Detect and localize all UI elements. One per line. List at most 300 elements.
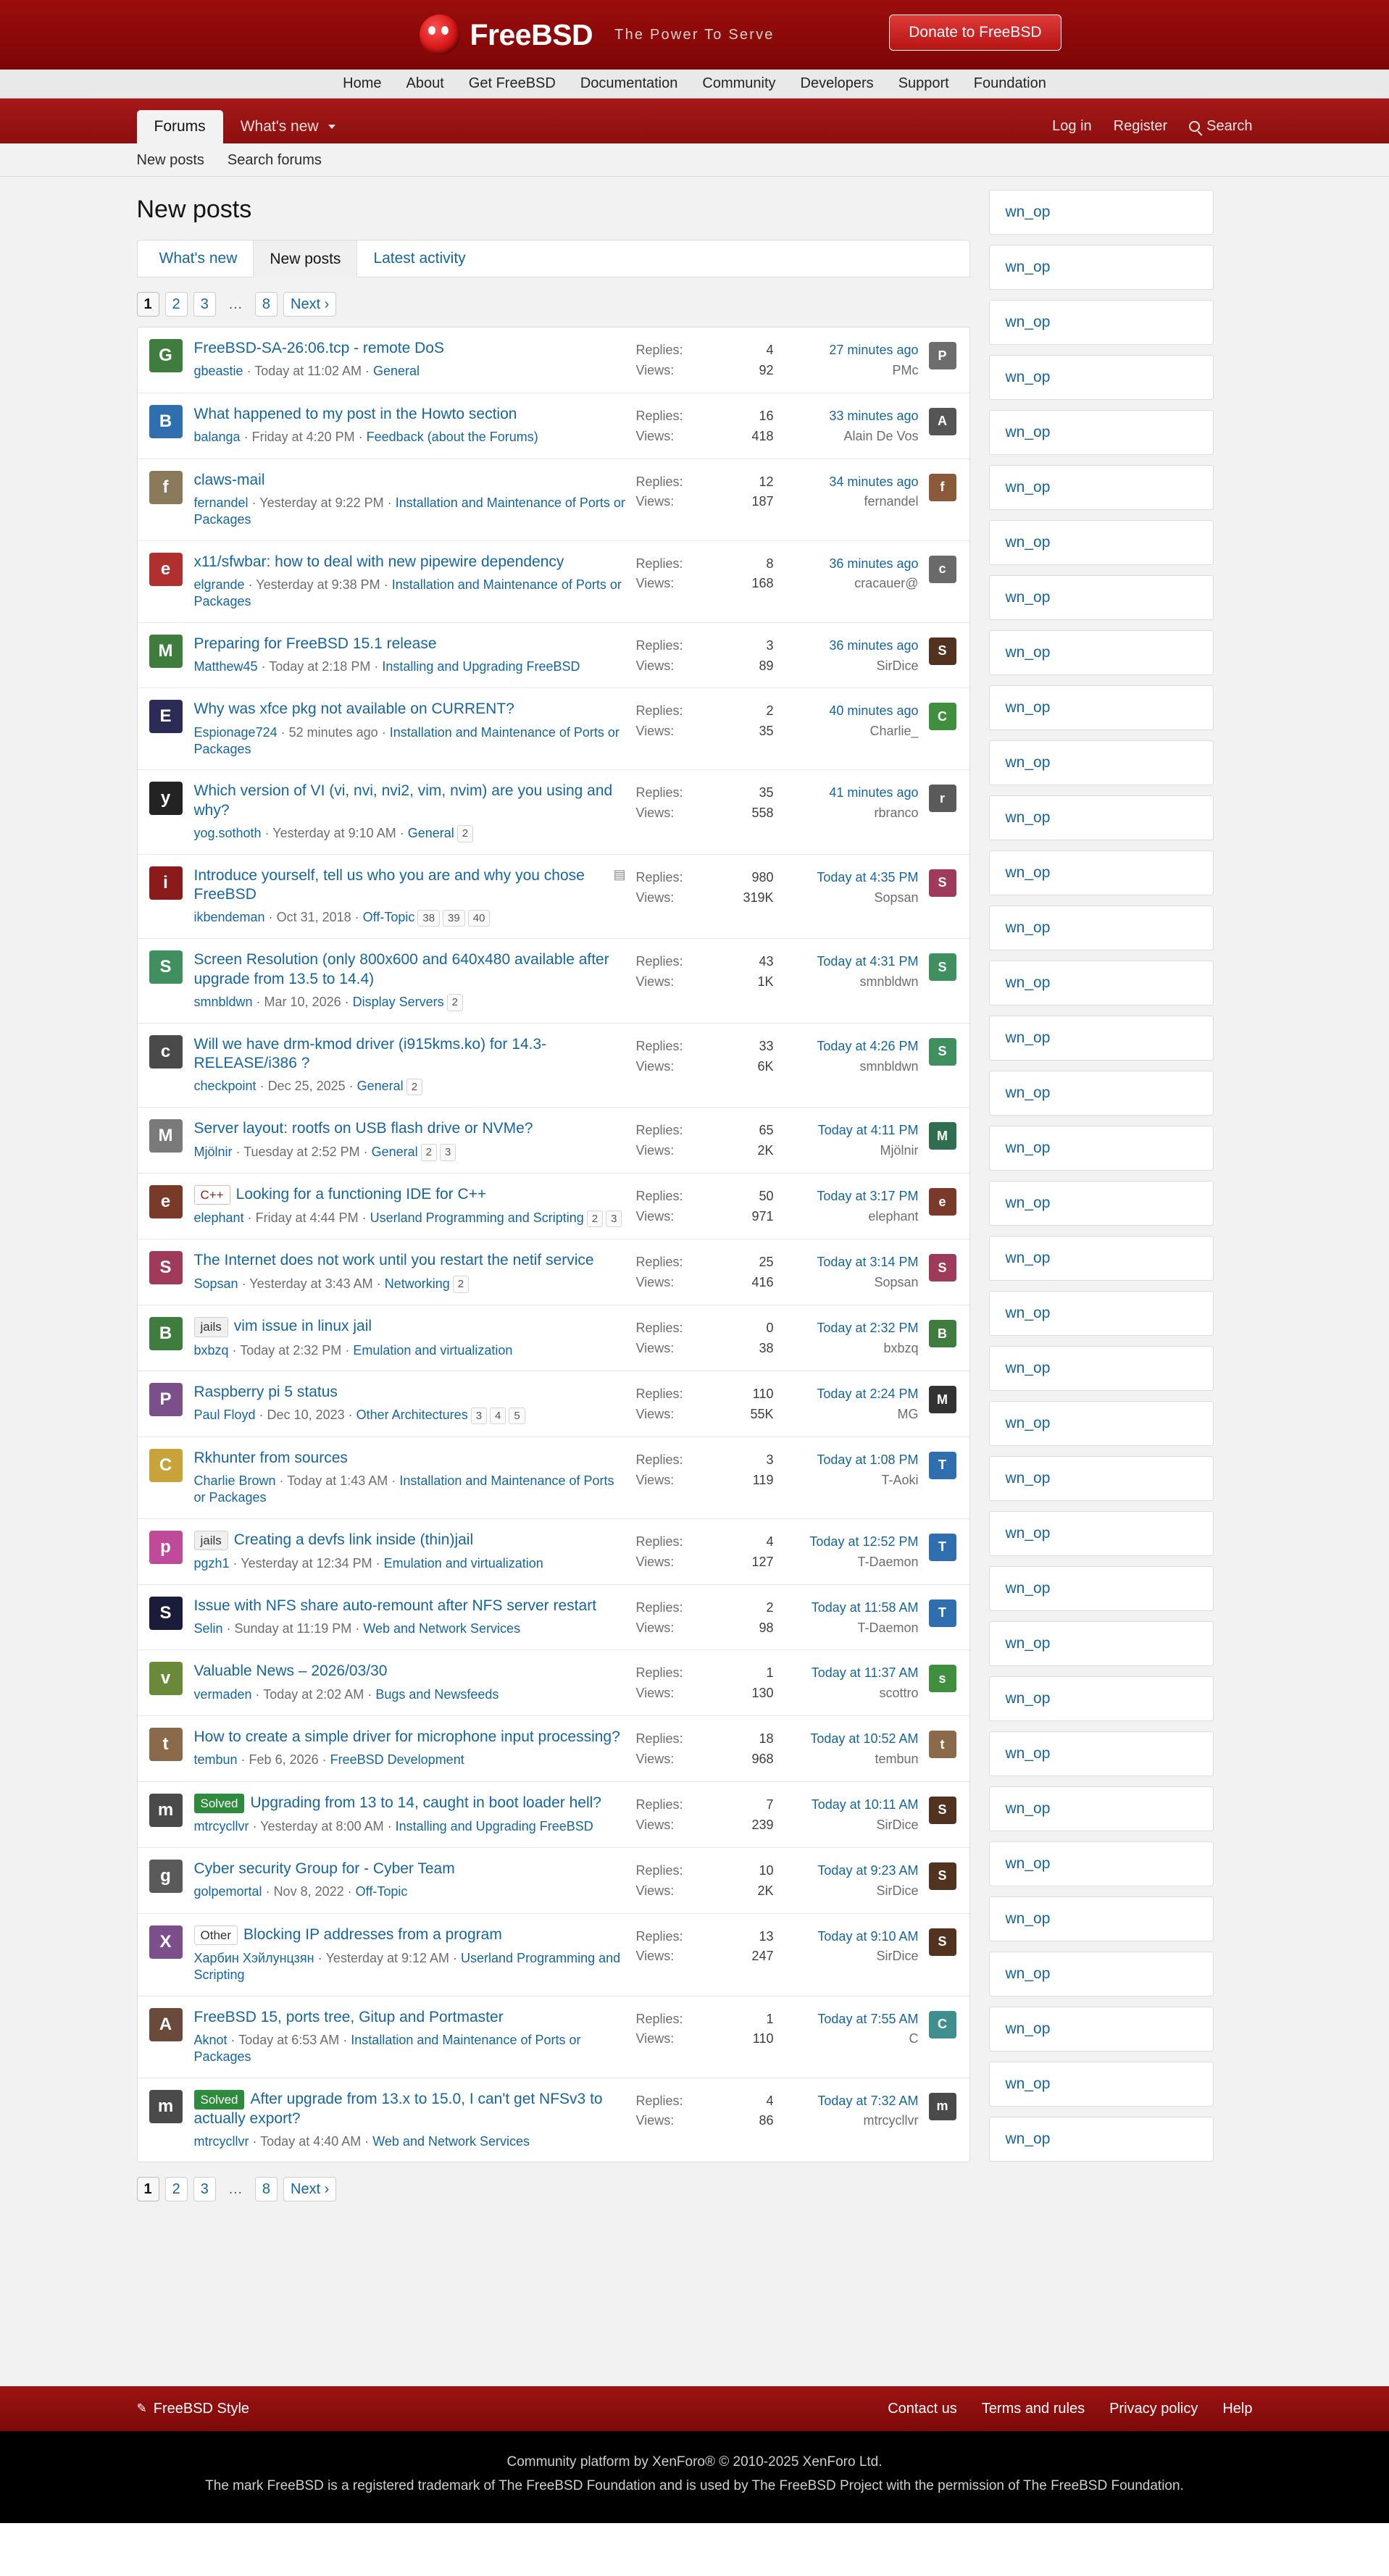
- pagination-page-8[interactable]: 8: [255, 2177, 278, 2201]
- thread-author[interactable]: Matthew45: [193, 658, 258, 674]
- thread-forum[interactable]: Installing and Upgrading FreeBSD: [382, 658, 580, 674]
- thread-title-link[interactable]: The Internet does not work until you restart the netif service: [193, 1252, 594, 1269]
- thread-row[interactable]: [138, 1782, 969, 1848]
- thread-title-link[interactable]: claws-mail: [193, 471, 265, 488]
- thread-tag[interactable]: Solved: [194, 1794, 245, 1813]
- last-post-date[interactable]: 36 minutes ago: [829, 637, 919, 653]
- last-post-user[interactable]: tembun: [875, 1752, 919, 1767]
- sidebar-widget[interactable]: wn_op: [989, 906, 1214, 950]
- last-post-date[interactable]: Today at 1:08 PM: [817, 1452, 919, 1467]
- sidebar-widget[interactable]: wn_op: [989, 410, 1214, 455]
- avatar[interactable]: m: [149, 1794, 183, 1827]
- thread-author[interactable]: balanga: [193, 430, 241, 445]
- last-post-date[interactable]: Today at 4:35 PM: [817, 869, 919, 885]
- avatar[interactable]: M: [149, 635, 183, 668]
- pagination-page-3[interactable]: 3: [193, 292, 216, 317]
- tab-whats-new[interactable]: [223, 110, 354, 143]
- thread-forum[interactable]: Installing and Upgrading FreeBSD: [395, 1819, 593, 1834]
- last-post-avatar[interactable]: C: [929, 703, 956, 730]
- avatar[interactable]: y: [149, 782, 183, 815]
- last-post-user[interactable]: MG: [897, 1406, 919, 1421]
- thread-forum[interactable]: Bugs and Newsfeeds: [375, 1686, 499, 1702]
- thread-forum[interactable]: Installation and Maintenance of Ports or Packages: [193, 1473, 614, 1505]
- thread-author[interactable]: pgzh1: [193, 1556, 230, 1571]
- thread-page-link[interactable]: 4: [490, 1408, 506, 1425]
- thread-author[interactable]: tembun: [193, 1752, 238, 1768]
- site-nav-item-home[interactable]: Home: [343, 75, 382, 91]
- thread-page-link[interactable]: 40: [468, 910, 491, 927]
- last-post-date[interactable]: 34 minutes ago: [829, 474, 919, 489]
- subnav-item-new-posts[interactable]: New posts: [136, 151, 204, 168]
- thread-row[interactable]: [138, 2078, 969, 2162]
- last-post-date[interactable]: 33 minutes ago: [829, 408, 919, 423]
- thread-title-link[interactable]: Screen Resolution (only 800x600 and 640x480 available after upgrade from 13.5 to 14.4): [193, 951, 609, 987]
- thread-author[interactable]: bxbzq: [193, 1342, 229, 1358]
- thread-title-link[interactable]: Upgrading from 13 to 14, caught in boot loader hell?: [250, 1794, 601, 1812]
- avatar[interactable]: B: [149, 405, 183, 438]
- thread-page-link[interactable]: 3: [440, 1144, 456, 1161]
- last-post-user[interactable]: rbranco: [874, 806, 919, 821]
- pagination-page-8[interactable]: 8: [255, 292, 278, 317]
- thread-row[interactable]: [138, 1585, 969, 1651]
- sidebar-widget[interactable]: wn_op: [989, 2007, 1214, 2052]
- thread-row[interactable]: [138, 1239, 969, 1305]
- sidebar-widget[interactable]: wn_op: [989, 685, 1214, 730]
- thread-title-link[interactable]: Raspberry pi 5 status: [193, 1384, 338, 1401]
- thread-last-post: [774, 2090, 919, 2132]
- register-link[interactable]: Register: [1113, 118, 1168, 134]
- sidebar-widget[interactable]: wn_op: [989, 1016, 1214, 1061]
- thread-forum[interactable]: Other Architectures: [356, 1408, 468, 1423]
- thread-page-link[interactable]: 2: [457, 825, 473, 842]
- last-post-avatar[interactable]: T: [929, 1534, 956, 1561]
- site-nav-item-community[interactable]: Community: [702, 75, 776, 91]
- thread-row[interactable]: [138, 623, 969, 689]
- last-post-user[interactable]: Sopsan: [874, 1275, 919, 1290]
- pagination-page-1[interactable]: 1: [137, 292, 159, 317]
- last-post-date[interactable]: Today at 11:37 AM: [811, 1665, 919, 1681]
- thread-tag[interactable]: Solved: [194, 2090, 245, 2109]
- sidebar-widget[interactable]: wn_op: [989, 795, 1214, 840]
- sidebar-widget[interactable]: wn_op: [989, 1126, 1214, 1171]
- footer-link-terms-and-rules[interactable]: Terms and rules: [981, 2400, 1085, 2417]
- thread-forum[interactable]: Web and Network Services: [363, 1621, 521, 1636]
- thread-author[interactable]: Paul Floyd: [193, 1408, 256, 1423]
- thread-author[interactable]: vermaden: [193, 1686, 252, 1702]
- thread-row[interactable]: [138, 1848, 969, 1914]
- last-post-user[interactable]: cracauer@: [854, 576, 919, 591]
- thread-title-link[interactable]: Which version of VI (vi, nvi, nvi2, vim, nvim) are you using and why?: [193, 782, 613, 819]
- last-post-avatar[interactable]: S: [929, 637, 956, 665]
- last-post-date[interactable]: Today at 12:52 PM: [809, 1534, 919, 1549]
- thread-row[interactable]: [138, 1650, 969, 1716]
- sidebar-widget[interactable]: wn_op: [989, 1566, 1214, 1611]
- thread-row[interactable]: [138, 1519, 969, 1585]
- avatar[interactable]: c: [149, 1035, 183, 1069]
- thread-row[interactable]: [138, 327, 969, 393]
- thread-title-link[interactable]: Server layout: rootfs on USB flash drive or NVMe?: [193, 1120, 533, 1137]
- pagination-page-2[interactable]: 2: [165, 292, 188, 317]
- avatar[interactable]: f: [149, 471, 183, 504]
- thread-stats: [636, 1531, 774, 1573]
- thread-date: Sunday at 11:19 PM: [234, 1621, 352, 1636]
- sidebar-widget[interactable]: wn_op: [989, 1236, 1214, 1281]
- thread-date: Nov 8, 2022: [273, 1884, 344, 1899]
- thread-title-link[interactable]: Creating a devfs link inside (thin)jail: [233, 1531, 474, 1549]
- footer-link-contact-us[interactable]: Contact us: [888, 2400, 957, 2417]
- site-nav-item-foundation[interactable]: Foundation: [973, 75, 1046, 91]
- donate-button[interactable]: Donate to FreeBSD: [889, 14, 1061, 51]
- last-post-date[interactable]: Today at 3:17 PM: [817, 1189, 919, 1204]
- avatar[interactable]: e: [149, 1185, 183, 1218]
- thread-forum[interactable]: FreeBSD Development: [330, 1752, 464, 1768]
- thread-row[interactable]: [138, 1716, 969, 1782]
- last-post-user[interactable]: Mjölnir: [880, 1143, 919, 1158]
- search-button[interactable]: [1189, 118, 1252, 135]
- thread-author[interactable]: Charlie Brown: [193, 1473, 276, 1489]
- thread-row[interactable]: [138, 770, 969, 855]
- last-post-user[interactable]: Alain De Vos: [843, 428, 919, 443]
- last-post-avatar[interactable]: M: [929, 1386, 956, 1413]
- sidebar-widget[interactable]: wn_op: [989, 1621, 1214, 1666]
- thread-forum[interactable]: General: [407, 825, 454, 840]
- thread-row[interactable]: [138, 939, 969, 1024]
- avatar[interactable]: B: [149, 1317, 183, 1350]
- last-post-date[interactable]: Today at 3:14 PM: [817, 1255, 919, 1270]
- last-post-avatar[interactable]: T: [929, 1599, 956, 1627]
- thread-title-link[interactable]: Looking for a functioning IDE for C++: [235, 1186, 487, 1203]
- thread-forum[interactable]: General: [373, 364, 420, 379]
- last-post-user[interactable]: PMc: [892, 362, 919, 377]
- last-post-date[interactable]: 40 minutes ago: [829, 703, 919, 719]
- last-post-date[interactable]: 27 minutes ago: [829, 343, 919, 357]
- tab-forums[interactable]: [137, 110, 223, 143]
- site-logo[interactable]: [420, 14, 775, 55]
- thread-row[interactable]: [138, 855, 969, 940]
- pagination-page-1[interactable]: 1: [137, 2177, 159, 2201]
- sidebar-widget[interactable]: wn_op: [989, 961, 1214, 1005]
- thread-main: [194, 866, 636, 927]
- sidebar-widget[interactable]: wn_op: [989, 740, 1214, 785]
- site-nav-item-about[interactable]: About: [406, 75, 444, 91]
- last-post-date[interactable]: Today at 4:11 PM: [817, 1123, 919, 1138]
- thread-title-link[interactable]: FreeBSD-SA-26:06.tcp - remote DoS: [193, 340, 444, 356]
- thread-forum[interactable]: General: [371, 1144, 418, 1159]
- thread-author[interactable]: gbeastie: [193, 364, 243, 379]
- thread-page-link[interactable]: 3: [606, 1210, 622, 1228]
- thread-row[interactable]: [138, 1371, 969, 1437]
- sidebar-widget[interactable]: wn_op: [989, 355, 1214, 400]
- thread-author[interactable]: checkpoint: [193, 1079, 256, 1094]
- sidebar-widget[interactable]: wn_op: [989, 1456, 1214, 1501]
- sidebar-widget[interactable]: wn_op: [989, 465, 1214, 510]
- last-post-avatar[interactable]: S: [929, 1797, 956, 1824]
- thread-row[interactable]: [138, 688, 969, 770]
- thread-forum[interactable]: Networking: [384, 1276, 450, 1291]
- site-nav-item-documentation[interactable]: Documentation: [580, 75, 678, 91]
- avatar[interactable]: M: [149, 1119, 183, 1153]
- thread-forum[interactable]: Installation and Maintenance of Ports or Packages: [193, 724, 620, 757]
- thread-author[interactable]: Mjölnir: [193, 1144, 233, 1159]
- thread-page-link[interactable]: 2: [587, 1210, 603, 1228]
- thread-author[interactable]: yog.sothoth: [193, 825, 262, 840]
- thread-title-link[interactable]: FreeBSD 15, ports tree, Gitup and Portmaster: [193, 2008, 504, 2025]
- sidebar-widget[interactable]: wn_op: [989, 1676, 1214, 1721]
- thread-row[interactable]: [138, 1305, 969, 1371]
- thread-forum[interactable]: Feedback (about the Forums): [366, 430, 538, 445]
- sidebar-widget[interactable]: wn_op: [989, 1071, 1214, 1116]
- avatar[interactable]: e: [149, 553, 183, 586]
- pagination-page-3[interactable]: 3: [193, 2177, 216, 2201]
- thread-title-link[interactable]: Will we have drm-kmod driver (i915kms.ko) for 14.3-RELEASE/i386 ?: [193, 1035, 547, 1072]
- last-post-avatar[interactable]: r: [929, 785, 956, 812]
- avatar[interactable]: g: [149, 1860, 183, 1893]
- avatar[interactable]: t: [149, 1728, 183, 1761]
- thread-forum[interactable]: Emulation and virtualization: [353, 1342, 513, 1358]
- last-post-date[interactable]: Today at 10:52 AM: [810, 1731, 919, 1747]
- site-nav-item-support[interactable]: Support: [898, 75, 949, 91]
- thread-page-link[interactable]: 5: [509, 1408, 525, 1425]
- last-post-date[interactable]: Today at 2:32 PM: [817, 1321, 919, 1336]
- thread-author[interactable]: mtrcycllvr: [193, 1819, 249, 1834]
- last-post-user[interactable]: bxbzq: [883, 1341, 919, 1356]
- avatar[interactable]: X: [149, 1925, 183, 1959]
- sidebar-widget[interactable]: wn_op: [989, 245, 1214, 290]
- last-post-user[interactable]: SirDice: [876, 1817, 919, 1832]
- thread-row[interactable]: [138, 541, 969, 623]
- thread-row[interactable]: [138, 1174, 969, 1239]
- tab-latest-activity[interactable]: Latest activity: [373, 250, 466, 267]
- thread-tag[interactable]: jails: [194, 1317, 228, 1337]
- thread-author[interactable]: Харбин Хэйлунцзян: [193, 1950, 314, 1965]
- last-post-date[interactable]: 36 minutes ago: [829, 556, 919, 571]
- last-post-avatar[interactable]: m: [929, 2093, 956, 2120]
- last-post-avatar[interactable]: S: [929, 1038, 956, 1066]
- thread-row[interactable]: [138, 393, 969, 459]
- last-post-date[interactable]: Today at 4:31 PM: [817, 954, 919, 969]
- thread-author[interactable]: fernandel: [193, 495, 249, 510]
- last-post-avatar[interactable]: c: [929, 556, 956, 583]
- thread-title-link[interactable]: Issue with NFS share auto-remount after NFS server restart: [193, 1597, 597, 1614]
- sidebar-widget[interactable]: wn_op: [989, 1786, 1214, 1831]
- thread-forum[interactable]: Emulation and virtualization: [383, 1556, 543, 1571]
- sidebar-widget[interactable]: wn_op: [989, 1841, 1214, 1886]
- thread-title-link[interactable]: Valuable News – 2026/03/30: [193, 1663, 388, 1680]
- thread-forum[interactable]: Display Servers: [352, 994, 444, 1009]
- last-post-user[interactable]: Sopsan: [874, 890, 919, 905]
- thread-tag[interactable]: jails: [194, 1531, 228, 1550]
- last-post-user[interactable]: mtrcycllvr: [863, 2113, 919, 2128]
- last-post-user[interactable]: smnbldwn: [859, 1058, 919, 1074]
- tab-new-posts[interactable]: New posts: [253, 240, 357, 277]
- last-post-avatar[interactable]: S: [929, 1862, 956, 1890]
- style-chooser[interactable]: [137, 2401, 250, 2417]
- thread-author[interactable]: golpemortal: [193, 1884, 262, 1899]
- last-post-user[interactable]: SirDice: [876, 658, 919, 673]
- thread-page-link[interactable]: 2: [406, 1079, 422, 1096]
- thread-forum[interactable]: Installation and Maintenance of Ports or Packages: [193, 495, 625, 527]
- thread-title-link[interactable]: Rkhunter from sources: [193, 1449, 348, 1466]
- thread-author[interactable]: elgrande: [193, 577, 245, 592]
- last-post-avatar[interactable]: t: [929, 1731, 956, 1758]
- pagination-next-button[interactable]: Next ›: [283, 2177, 336, 2201]
- site-nav-item-developers[interactable]: Developers: [800, 75, 874, 91]
- sidebar-widget[interactable]: wn_op: [989, 300, 1214, 345]
- last-post-user[interactable]: SirDice: [876, 1949, 919, 1964]
- sidebar-widget[interactable]: wn_op: [989, 575, 1214, 620]
- login-link[interactable]: Log in: [1052, 118, 1092, 134]
- thread-page-link[interactable]: 3: [471, 1408, 487, 1425]
- thread-forum[interactable]: Userland Programming and Scripting: [193, 1950, 621, 1983]
- thread-author[interactable]: Aknot: [193, 2032, 228, 2047]
- footer-link-privacy-policy[interactable]: Privacy policy: [1109, 2400, 1198, 2417]
- thread-forum[interactable]: Off-Topic: [355, 1884, 408, 1899]
- avatar[interactable]: i: [149, 866, 183, 900]
- last-post-avatar[interactable]: M: [929, 1122, 956, 1150]
- sidebar-widget[interactable]: wn_op: [989, 1291, 1214, 1336]
- last-post-avatar[interactable]: f: [929, 474, 956, 501]
- thread-row[interactable]: [138, 1437, 969, 1519]
- thread-page-link[interactable]: 39: [443, 910, 465, 927]
- last-post-avatar[interactable]: S: [929, 1254, 956, 1281]
- thread-page-link[interactable]: 2: [421, 1144, 437, 1161]
- sidebar-widget[interactable]: wn_op: [989, 1181, 1214, 1226]
- thread-title-link[interactable]: x11/sfwbar: how to deal with new pipewire dependency: [193, 553, 564, 570]
- last-post-user[interactable]: C: [909, 2031, 919, 2046]
- last-post-avatar[interactable]: P: [929, 342, 956, 369]
- sidebar-widget[interactable]: wn_op: [989, 850, 1214, 895]
- last-post-avatar[interactable]: S: [929, 869, 956, 897]
- avatar[interactable]: P: [149, 1383, 183, 1416]
- thread-title-link[interactable]: Cyber security Group for - Cyber Team: [193, 1860, 455, 1877]
- avatar[interactable]: S: [149, 1597, 183, 1630]
- thread-tag[interactable]: C++: [194, 1185, 230, 1205]
- last-post-user[interactable]: T-Daemon: [857, 1620, 919, 1635]
- avatar[interactable]: A: [149, 2008, 183, 2041]
- thread-author[interactable]: elephant: [193, 1210, 244, 1226]
- avatar[interactable]: S: [149, 1251, 183, 1284]
- avatar[interactable]: E: [149, 700, 183, 733]
- thread-stats: [636, 339, 774, 381]
- pagination-next-button[interactable]: Next ›: [283, 292, 336, 317]
- last-post-user[interactable]: smnbldwn: [859, 974, 919, 990]
- thread-author[interactable]: ikbendeman: [193, 910, 265, 925]
- thread-stats: [636, 405, 774, 447]
- thread-title-link[interactable]: How to create a simple driver for microphone input processing?: [193, 1728, 620, 1746]
- avatar[interactable]: m: [149, 2090, 183, 2123]
- last-post-avatar[interactable]: A: [929, 408, 956, 435]
- avatar[interactable]: C: [149, 1449, 183, 1482]
- last-post-avatar[interactable]: s: [929, 1665, 956, 1692]
- thread-tag[interactable]: Other: [194, 1925, 238, 1945]
- thread-row[interactable]: [138, 459, 969, 541]
- last-post-user[interactable]: T-Daemon: [857, 1554, 919, 1569]
- thread-forum[interactable]: Installation and Maintenance of Ports or Packages: [193, 577, 622, 609]
- last-post-avatar[interactable]: B: [929, 1320, 956, 1347]
- thread-last-post: [774, 553, 919, 595]
- thread-author[interactable]: smnbldwn: [193, 994, 253, 1009]
- thread-forum[interactable]: Installation and Maintenance of Ports or Packages: [193, 2032, 581, 2065]
- thread-page-link[interactable]: 2: [447, 994, 463, 1011]
- thread-forum[interactable]: Web and Network Services: [372, 2134, 530, 2149]
- sidebar-widget[interactable]: wn_op: [989, 2062, 1214, 2107]
- subnav-item-search-forums[interactable]: Search forums: [227, 151, 322, 168]
- thread-author[interactable]: Espionage724: [193, 724, 278, 740]
- avatar[interactable]: S: [149, 950, 183, 984]
- pagination-page-2[interactable]: 2: [165, 2177, 188, 2201]
- thread-row[interactable]: [138, 1024, 969, 1108]
- thread-row[interactable]: [138, 1914, 969, 1996]
- last-post-date[interactable]: Today at 4:26 PM: [817, 1038, 919, 1053]
- thread-page-link[interactable]: 2: [453, 1276, 469, 1293]
- sidebar-widget[interactable]: wn_op: [989, 1346, 1214, 1391]
- thread-row[interactable]: [138, 1108, 969, 1174]
- thread-title-link[interactable]: After upgrade from 13.x to 15.0, I can't get NFSv3 to actually export?: [193, 2090, 603, 2127]
- sidebar-widget[interactable]: wn_op: [989, 520, 1214, 565]
- last-post-date[interactable]: Today at 7:32 AM: [817, 2093, 919, 2108]
- last-post-user[interactable]: elephant: [868, 1209, 919, 1224]
- thread-title-link[interactable]: Blocking IP addresses from a program: [243, 1925, 502, 1943]
- thread-title-link[interactable]: Why was xfce pkg not available on CURRENT?: [193, 701, 514, 718]
- last-post-date[interactable]: 41 minutes ago: [829, 785, 919, 800]
- last-post-avatar[interactable]: S: [929, 953, 956, 981]
- thread-title-link[interactable]: Preparing for FreeBSD 15.1 release: [193, 635, 437, 652]
- last-post-user[interactable]: Charlie_: [869, 724, 919, 739]
- sidebar-widget[interactable]: wn_op: [989, 1897, 1214, 1941]
- sidebar-widget[interactable]: wn_op: [989, 1401, 1214, 1446]
- thread-forum[interactable]: Off-Topic: [362, 910, 415, 925]
- sidebar-widget[interactable]: wn_op: [989, 1952, 1214, 1996]
- last-post-date[interactable]: Today at 2:24 PM: [817, 1387, 919, 1402]
- last-post-user[interactable]: T-Aoki: [881, 1472, 919, 1487]
- sidebar-widget[interactable]: wn_op: [989, 1731, 1214, 1776]
- thread-page-link[interactable]: 38: [417, 910, 440, 927]
- thread-author[interactable]: Selin: [193, 1621, 223, 1636]
- sidebar-widget[interactable]: wn_op: [989, 2117, 1214, 2162]
- last-post-date[interactable]: Today at 7:55 AM: [817, 2011, 919, 2026]
- avatar[interactable]: v: [149, 1662, 183, 1695]
- site-nav-item-get-freebsd[interactable]: Get FreeBSD: [468, 75, 556, 91]
- footer-link-help[interactable]: Help: [1222, 2400, 1253, 2417]
- thread-title-link[interactable]: Introduce yourself, tell us who you are and why you chose FreeBSD: [193, 866, 585, 903]
- thread-forum[interactable]: Userland Programming and Scripting: [370, 1210, 584, 1226]
- avatar[interactable]: G: [149, 339, 183, 372]
- thread-author[interactable]: mtrcycllvr: [193, 2134, 249, 2149]
- sidebar-widget[interactable]: wn_op: [989, 190, 1214, 235]
- last-post-avatar[interactable]: S: [929, 1928, 956, 1956]
- last-post-avatar[interactable]: C: [929, 2011, 956, 2038]
- thread-title-link[interactable]: What happened to my post in the Howto section: [193, 405, 517, 422]
- thread-row[interactable]: [138, 1996, 969, 2078]
- last-post-date[interactable]: Today at 11:58 AM: [811, 1599, 919, 1615]
- last-post-date[interactable]: Today at 10:11 AM: [811, 1797, 919, 1812]
- thread-author[interactable]: Sopsan: [193, 1276, 238, 1291]
- last-post-avatar[interactable]: e: [929, 1188, 956, 1216]
- views-label: Views:: [635, 890, 675, 905]
- last-post-user[interactable]: scottro: [879, 1686, 919, 1701]
- avatar[interactable]: p: [149, 1531, 183, 1564]
- last-post-user[interactable]: fernandel: [864, 494, 919, 509]
- thread-title-link[interactable]: vim issue in linux jail: [233, 1318, 372, 1335]
- sidebar-widget[interactable]: wn_op: [989, 630, 1214, 675]
- thread-forum[interactable]: General: [356, 1079, 404, 1094]
- last-post-date[interactable]: Today at 9:10 AM: [817, 1928, 919, 1944]
- last-post-date[interactable]: Today at 9:23 AM: [817, 1862, 919, 1878]
- sidebar-widget[interactable]: wn_op: [989, 1511, 1214, 1556]
- last-post-user[interactable]: SirDice: [876, 1883, 919, 1898]
- tab-what-s-new[interactable]: What's new: [159, 250, 238, 267]
- last-post-avatar[interactable]: T: [929, 1452, 956, 1479]
